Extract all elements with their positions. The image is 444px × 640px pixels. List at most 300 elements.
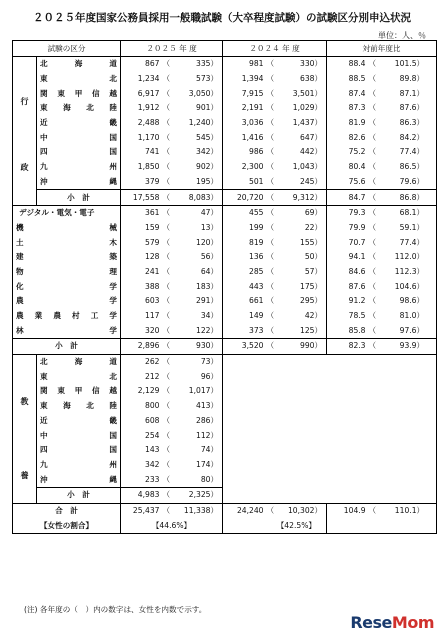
- ratio-value: 78.5: [348, 311, 366, 321]
- paren-close: ）: [314, 103, 323, 113]
- paren-value: 96: [200, 371, 211, 381]
- resemom-logo: [350, 613, 434, 632]
- table-row: [13, 443, 437, 458]
- paren-value: 1,017: [188, 386, 211, 396]
- paren-close: ）: [314, 505, 323, 515]
- paren-value: 47: [200, 208, 211, 218]
- paren-open: （: [368, 208, 377, 218]
- paren-open: （: [368, 296, 377, 306]
- row-label: 化学: [13, 279, 121, 294]
- female-2024: [267, 309, 327, 324]
- paren-value: 3,501: [292, 88, 315, 98]
- ratio-female: [369, 294, 437, 309]
- table-row: [13, 518, 437, 533]
- paren-close: ）: [210, 401, 219, 411]
- paren-open: （: [368, 325, 377, 335]
- row-label: 機械: [13, 221, 121, 236]
- female-2025: [163, 428, 223, 443]
- table-row: [13, 101, 437, 116]
- paren-value: 64: [200, 266, 211, 276]
- female-2025: [163, 339, 223, 355]
- value-2025: 379: [121, 175, 163, 190]
- paren-value: 22: [304, 222, 315, 232]
- value-2024: 136: [249, 252, 264, 262]
- value-2024: 661: [249, 296, 264, 306]
- paren-close: ）: [314, 237, 323, 247]
- female-2025: [163, 354, 223, 369]
- paren-close: ）: [210, 192, 219, 202]
- paren-close: ）: [210, 252, 219, 262]
- paren-open: （: [266, 325, 275, 335]
- ratio-female: [369, 279, 437, 294]
- paren-value: 81.0: [399, 311, 417, 321]
- ratio-value: 79.9: [348, 222, 366, 232]
- paren-close: ）: [416, 162, 425, 172]
- value-2024: 2,300: [241, 162, 264, 172]
- female-2024: [267, 250, 327, 265]
- paren-open: （: [368, 252, 377, 262]
- ratio-female: [369, 339, 437, 355]
- ratio-value: 84.7: [327, 190, 369, 206]
- table-row: [13, 265, 437, 280]
- female-2024: [267, 190, 327, 206]
- paren-value: 112: [196, 430, 211, 440]
- group-kyoyo-bottom: 養: [20, 470, 29, 480]
- paren-value: 74: [200, 445, 211, 455]
- paren-open: （: [266, 147, 275, 157]
- female-2025: [163, 205, 223, 220]
- paren-close: ）: [314, 281, 323, 291]
- paren-open: （: [368, 192, 377, 202]
- ratio-value: 75.2: [348, 147, 366, 157]
- paren-open: （: [266, 505, 275, 515]
- ratio-value: 104.9: [327, 503, 369, 518]
- ratio-value: 94.1: [348, 252, 366, 262]
- table-row: [13, 472, 437, 487]
- female-2025: [163, 323, 223, 338]
- row-label: 北海道: [37, 354, 121, 369]
- paren-value: 901: [196, 103, 211, 113]
- female-2025: [163, 472, 223, 487]
- paren-value: 122: [196, 325, 211, 335]
- value-2025: 603: [121, 294, 163, 309]
- paren-close: ）: [210, 222, 219, 232]
- paren-open: （: [368, 59, 377, 69]
- female-2024: [267, 175, 327, 190]
- female-2025: [163, 221, 223, 236]
- empty-cell: [223, 472, 437, 487]
- paren-open: （: [162, 147, 171, 157]
- paren-open: （: [162, 357, 171, 367]
- paren-open: （: [162, 222, 171, 232]
- paren-open: （: [266, 266, 275, 276]
- group-kyoyo: [13, 354, 37, 503]
- paren-open: （: [266, 103, 275, 113]
- table-row: [13, 145, 437, 160]
- paren-value: 413: [196, 401, 211, 411]
- female-2024: [267, 235, 327, 250]
- value-2025: 241: [121, 265, 163, 280]
- paren-close: ）: [416, 208, 425, 218]
- value-2025: 159: [121, 221, 163, 236]
- paren-open: （: [162, 296, 171, 306]
- paren-close: ）: [416, 341, 425, 351]
- paren-value: 442: [300, 147, 315, 157]
- paren-close: ）: [416, 147, 425, 157]
- paren-value: 1,240: [188, 118, 211, 128]
- paren-close: ）: [210, 386, 219, 396]
- row-label: 林学: [13, 323, 121, 338]
- paren-value: 84.2: [399, 132, 417, 142]
- row-label: 関東甲信越: [37, 384, 121, 399]
- value-2024: 1,394: [241, 74, 264, 84]
- table-row: [13, 235, 437, 250]
- footnote: (注) 各年度の（ ）内の数字は、女性を内数で示す。: [24, 605, 207, 614]
- value-2024: 3,520: [223, 339, 267, 355]
- empty-cell: [223, 384, 437, 399]
- paren-open: （: [162, 415, 171, 425]
- paren-close: ）: [416, 59, 425, 69]
- paren-value: 77.4: [399, 147, 417, 157]
- ratio-female: [369, 503, 437, 518]
- value-2025: 143: [145, 445, 160, 455]
- female-2025: [163, 145, 223, 160]
- value-2025: 2,129: [137, 386, 160, 396]
- paren-open: （: [162, 59, 171, 69]
- paren-open: （: [162, 459, 171, 469]
- ratio-female: [369, 250, 437, 265]
- female-2024: [267, 221, 327, 236]
- female-2025: [163, 503, 223, 518]
- female-2024: [267, 130, 327, 145]
- paren-close: ）: [314, 252, 323, 262]
- paren-close: ）: [314, 88, 323, 98]
- ratio-female: [369, 116, 437, 131]
- value-2025: 867: [121, 57, 163, 72]
- paren-close: ）: [210, 311, 219, 321]
- ratio-female: [369, 57, 437, 72]
- header-2024: ２０２４ 年 度: [223, 41, 327, 57]
- empty-cell: [223, 369, 437, 384]
- value-2025: 1,234: [121, 72, 163, 87]
- value-2025: 388: [121, 279, 163, 294]
- row-label: 農業農村工学: [13, 309, 121, 324]
- paren-value: 330: [300, 59, 315, 69]
- paren-close: ）: [210, 176, 219, 186]
- paren-open: （: [266, 296, 275, 306]
- ratio-female: [369, 72, 437, 87]
- paren-open: （: [162, 490, 171, 500]
- value-2024: 501: [249, 176, 264, 186]
- row-label: 東海北陸: [37, 399, 121, 414]
- paren-value: 86.5: [399, 162, 417, 172]
- paren-value: 1,043: [292, 162, 315, 172]
- table-row: [13, 503, 437, 518]
- table-row: [13, 384, 437, 399]
- row-label: 東海北陸: [37, 101, 121, 116]
- female-2024: [267, 265, 327, 280]
- paren-value: 98.6: [399, 296, 417, 306]
- ratio-female: [369, 205, 437, 220]
- value-2024: 981: [223, 57, 267, 72]
- value-2024: 199: [249, 222, 264, 232]
- paren-close: ）: [314, 266, 323, 276]
- paren-open: （: [266, 311, 275, 321]
- paren-value: 59.1: [399, 222, 417, 232]
- value-2025: 4,983: [121, 487, 163, 503]
- group-gyosei-top: 行: [20, 97, 29, 106]
- value-2025: 2,488: [121, 116, 163, 131]
- row-label: 建築: [13, 250, 121, 265]
- paren-value: 573: [196, 74, 211, 84]
- paren-value: 183: [196, 281, 211, 291]
- paren-close: ）: [314, 59, 323, 69]
- row-label: デジタル・電気・電子: [13, 205, 121, 220]
- paren-open: （: [266, 237, 275, 247]
- paren-close: ）: [210, 445, 219, 455]
- paren-close: ）: [314, 296, 323, 306]
- table-row: [13, 130, 437, 145]
- unit-label: 単位：人、％: [378, 31, 426, 40]
- paren-value: 3,050: [188, 88, 211, 98]
- value-2024: 1,416: [241, 132, 264, 142]
- row-label: 中国: [37, 428, 121, 443]
- table-row: [13, 160, 437, 175]
- row-label: 四国: [37, 443, 121, 458]
- value-2024: 7,915: [241, 88, 264, 98]
- paren-open: （: [368, 222, 377, 232]
- table-row: [13, 116, 437, 131]
- paren-close: ）: [210, 430, 219, 440]
- table-row: [13, 339, 437, 355]
- page-title: ２０２５年度国家公務員採用一般職試験（大卒程度試験）の試験区分別申込状況: [33, 12, 411, 24]
- paren-open: （: [162, 252, 171, 262]
- female-2024: [267, 101, 327, 116]
- row-label: 小 計: [37, 487, 121, 503]
- table-row: [13, 57, 437, 72]
- paren-value: 990: [300, 341, 315, 351]
- table-row: [13, 205, 437, 220]
- paren-close: ）: [210, 237, 219, 247]
- paren-open: （: [368, 103, 377, 113]
- row-label: 合 計: [13, 503, 121, 518]
- paren-value: 1,437: [292, 118, 315, 128]
- value-2025: 1,912: [121, 101, 163, 116]
- table-row: [13, 250, 437, 265]
- paren-value: 57: [304, 266, 315, 276]
- paren-open: （: [368, 311, 377, 321]
- paren-value: 112.3: [394, 266, 417, 276]
- value-2024: 455: [223, 205, 267, 220]
- paren-value: 245: [300, 176, 315, 186]
- paren-value: 295: [300, 296, 315, 306]
- ratio-value: 82.3: [327, 339, 369, 355]
- table-row: [13, 221, 437, 236]
- paren-open: （: [162, 311, 171, 321]
- paren-close: ）: [416, 505, 425, 515]
- row-label: 近畿: [37, 414, 121, 429]
- empty-cell: [223, 487, 437, 503]
- paren-value: 175: [300, 281, 315, 291]
- table-row: [13, 323, 437, 338]
- paren-value: 93.9: [399, 341, 417, 351]
- female-2025: [163, 175, 223, 190]
- paren-open: （: [266, 192, 275, 202]
- ratio-female: [369, 309, 437, 324]
- value-2025: 342: [145, 459, 160, 469]
- row-label: 九州: [37, 160, 121, 175]
- paren-open: （: [162, 505, 171, 515]
- row-label: 【女性の割合】: [13, 518, 121, 533]
- value-2024: 819: [249, 237, 264, 247]
- paren-open: （: [162, 103, 171, 113]
- paren-open: （: [162, 192, 171, 202]
- ratio-value: 87.3: [348, 103, 366, 113]
- paren-value: 50: [304, 252, 315, 262]
- ratio-female: [369, 323, 437, 338]
- paren-close: ）: [210, 490, 219, 500]
- paren-open: （: [162, 266, 171, 276]
- value-2025: 741: [121, 145, 163, 160]
- row-label: 関東甲信越: [37, 86, 121, 101]
- female-2025: [163, 414, 223, 429]
- paren-open: （: [266, 59, 275, 69]
- paren-value: 79.6: [399, 176, 417, 186]
- paren-open: （: [162, 430, 171, 440]
- paren-open: （: [162, 88, 171, 98]
- female-2024: [267, 160, 327, 175]
- female-2024: [267, 503, 327, 518]
- female-2025: [163, 443, 223, 458]
- paren-close: ）: [314, 162, 323, 172]
- paren-open: （: [368, 74, 377, 84]
- row-label: 小 計: [13, 339, 121, 355]
- table-row: [13, 294, 437, 309]
- paren-close: ）: [210, 325, 219, 335]
- paren-close: ）: [210, 281, 219, 291]
- row-label: 北海道: [37, 57, 121, 72]
- paren-close: ）: [210, 357, 219, 367]
- value-2024: 986: [249, 147, 264, 157]
- paren-close: ）: [416, 325, 425, 335]
- paren-open: （: [266, 341, 275, 351]
- female-2025: [163, 279, 223, 294]
- paren-close: ）: [314, 341, 323, 351]
- paren-value: 174: [196, 459, 211, 469]
- ratio-female: [369, 101, 437, 116]
- paren-close: ）: [210, 118, 219, 128]
- paren-value: 902: [196, 162, 211, 172]
- paren-value: 647: [300, 132, 315, 142]
- female-2024: [267, 57, 327, 72]
- paren-close: ）: [210, 208, 219, 218]
- female-2025: [163, 369, 223, 384]
- paren-value: 286: [196, 415, 211, 425]
- paren-value: 2,325: [188, 490, 211, 500]
- header-row: [13, 41, 437, 57]
- paren-close: ）: [314, 176, 323, 186]
- paren-value: 87.1: [399, 88, 417, 98]
- table-row: [13, 414, 437, 429]
- female-2025: [163, 86, 223, 101]
- ratio-value: 85.8: [348, 325, 366, 335]
- empty-cell: [223, 399, 437, 414]
- female-2024: [267, 72, 327, 87]
- paren-open: （: [368, 341, 377, 351]
- value-2025: 17,558: [121, 190, 163, 206]
- paren-close: ）: [210, 415, 219, 425]
- paren-close: ）: [416, 237, 425, 247]
- value-2025: 25,437: [121, 503, 163, 518]
- female-2025: [163, 72, 223, 87]
- paren-value: 11,338: [183, 505, 211, 515]
- empty-cell: [223, 443, 437, 458]
- value-2024: 24,240: [223, 503, 267, 518]
- row-label: 土木: [13, 235, 121, 250]
- header-ratio: 対前年度比: [327, 41, 437, 57]
- ratio-value: 88.5: [348, 74, 366, 84]
- paren-open: （: [368, 118, 377, 128]
- paren-value: 13: [200, 222, 211, 232]
- paren-open: （: [162, 208, 171, 218]
- header-2025: ２０２５ 年 度: [121, 41, 223, 57]
- group-kyoyo-top: 教: [20, 396, 29, 406]
- value-2025: 233: [145, 474, 160, 484]
- value-2024: 3,036: [241, 118, 264, 128]
- application-table: [12, 40, 437, 534]
- value-2025: 320: [121, 323, 163, 338]
- paren-open: （: [368, 505, 377, 515]
- value-2025: 608: [145, 415, 160, 425]
- paren-open: （: [368, 176, 377, 186]
- table-row: [13, 190, 437, 206]
- ratio-female: [369, 190, 437, 206]
- paren-value: 638: [300, 74, 315, 84]
- female-2024: [267, 339, 327, 355]
- value-2025: 128: [121, 250, 163, 265]
- logo-part-2: Mom: [391, 613, 434, 632]
- ratio-value: 84.6: [348, 266, 366, 276]
- table-row: [13, 458, 437, 473]
- female-2025: [163, 190, 223, 206]
- paren-open: （: [162, 162, 171, 172]
- paren-close: ）: [210, 459, 219, 469]
- paren-open: （: [266, 222, 275, 232]
- paren-value: 545: [196, 132, 211, 142]
- paren-open: （: [162, 118, 171, 128]
- female-2025: [163, 309, 223, 324]
- paren-close: ）: [314, 208, 323, 218]
- paren-close: ）: [210, 474, 219, 484]
- ratio-value: 87.6: [348, 281, 366, 291]
- value-2024: 373: [249, 325, 264, 335]
- paren-open: （: [162, 132, 171, 142]
- value-2025: 254: [145, 430, 160, 440]
- paren-open: （: [266, 88, 275, 98]
- paren-close: ）: [314, 132, 323, 142]
- table-row: [13, 86, 437, 101]
- ratio-female: [369, 175, 437, 190]
- paren-value: 10,302: [287, 505, 315, 515]
- paren-open: （: [368, 88, 377, 98]
- paren-close: ）: [314, 74, 323, 84]
- female-2025: [163, 487, 223, 503]
- ratio-female: [369, 221, 437, 236]
- paren-close: ）: [210, 147, 219, 157]
- row-label: 物理: [13, 265, 121, 280]
- paren-close: ）: [416, 88, 425, 98]
- ratio-female: [369, 265, 437, 280]
